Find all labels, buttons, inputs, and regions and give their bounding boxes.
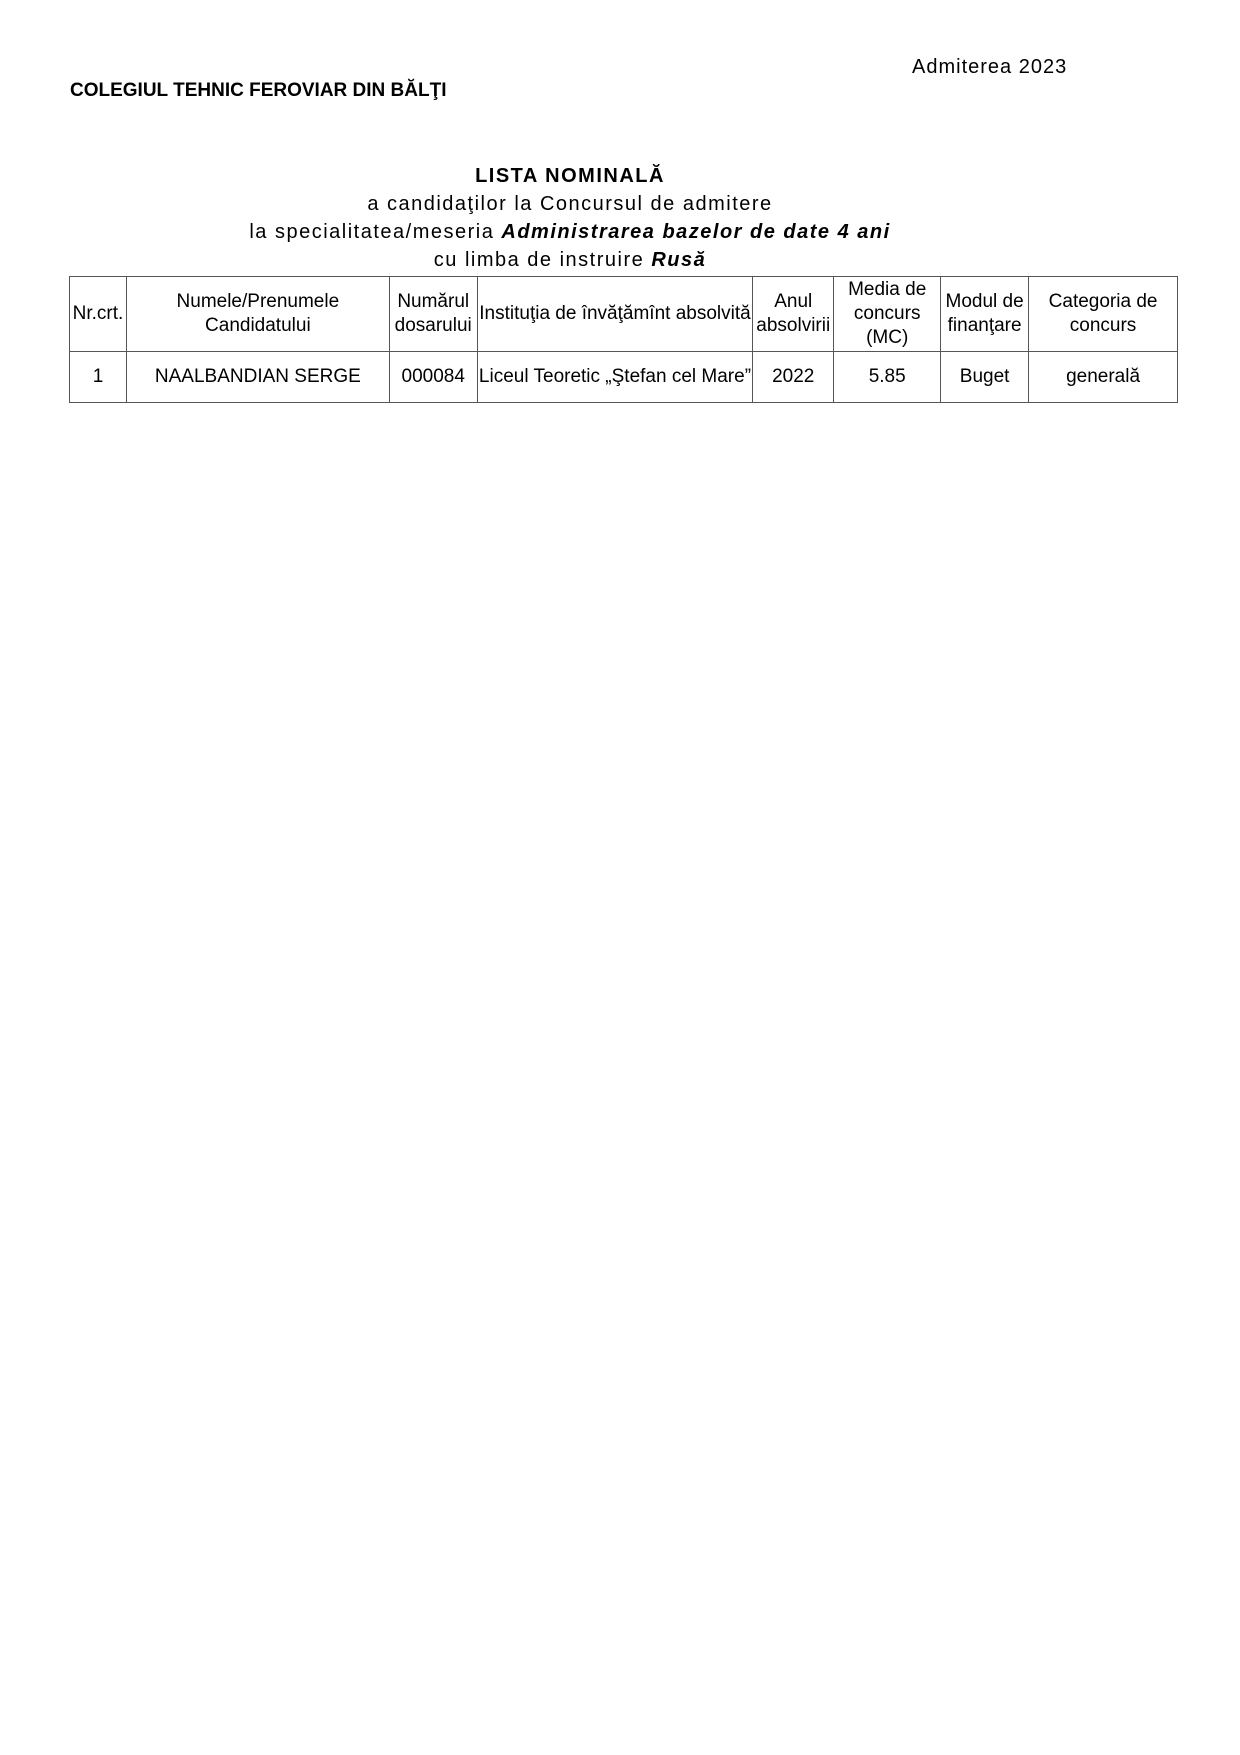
column-header-number: Nr.crt. — [70, 277, 127, 352]
column-header-funding: Modul de finanţare — [941, 277, 1029, 352]
heading-line-specialty — [0, 218, 1140, 246]
cell-category: generală — [1029, 352, 1178, 403]
specialty-name: Administrarea bazelor de date 4 ani — [501, 221, 891, 243]
cell-number: 1 — [70, 352, 127, 403]
specialty-prefix: la specialitatea/meseria — [249, 221, 502, 243]
institution-name: COLEGIUL TEHNIC FEROVIAR DIN BĂLŢI — [70, 80, 447, 101]
column-header-school: Instituţia de învăţămînt absolvită — [477, 277, 753, 352]
column-header-graduation-year: Anul absolvirii — [753, 277, 834, 352]
cell-dossier-number: 000084 — [389, 352, 477, 403]
heading-line-candidates: a candidaţilor la Concursul de admitere — [367, 193, 773, 215]
cell-funding: Buget — [941, 352, 1029, 403]
instruction-language: Rusă — [651, 249, 707, 271]
document-heading — [0, 162, 1140, 274]
column-header-category: Categoria de concurs — [1029, 277, 1178, 352]
admission-year-label: Admiterea 2023 — [912, 56, 1068, 78]
column-header-dossier: Numărul dosarului — [389, 277, 477, 352]
document-title: LISTA NOMINALĂ — [475, 165, 665, 187]
language-prefix: cu limba de instruire — [433, 249, 652, 271]
cell-average: 5.85 — [834, 352, 941, 403]
table-row — [70, 352, 1178, 403]
column-header-name: Numele/Prenumele Candidatului — [126, 277, 389, 352]
cell-school: Liceul Teoretic „Ştefan cel Mare” — [477, 352, 753, 403]
column-header-average: Media de concurs (MC) — [834, 277, 941, 352]
table-header-row — [70, 277, 1178, 352]
cell-graduation-year: 2022 — [753, 352, 834, 403]
heading-line-language — [0, 246, 1140, 274]
candidates-table — [69, 276, 1178, 403]
cell-candidate-name: NAALBANDIAN SERGE — [126, 352, 389, 403]
